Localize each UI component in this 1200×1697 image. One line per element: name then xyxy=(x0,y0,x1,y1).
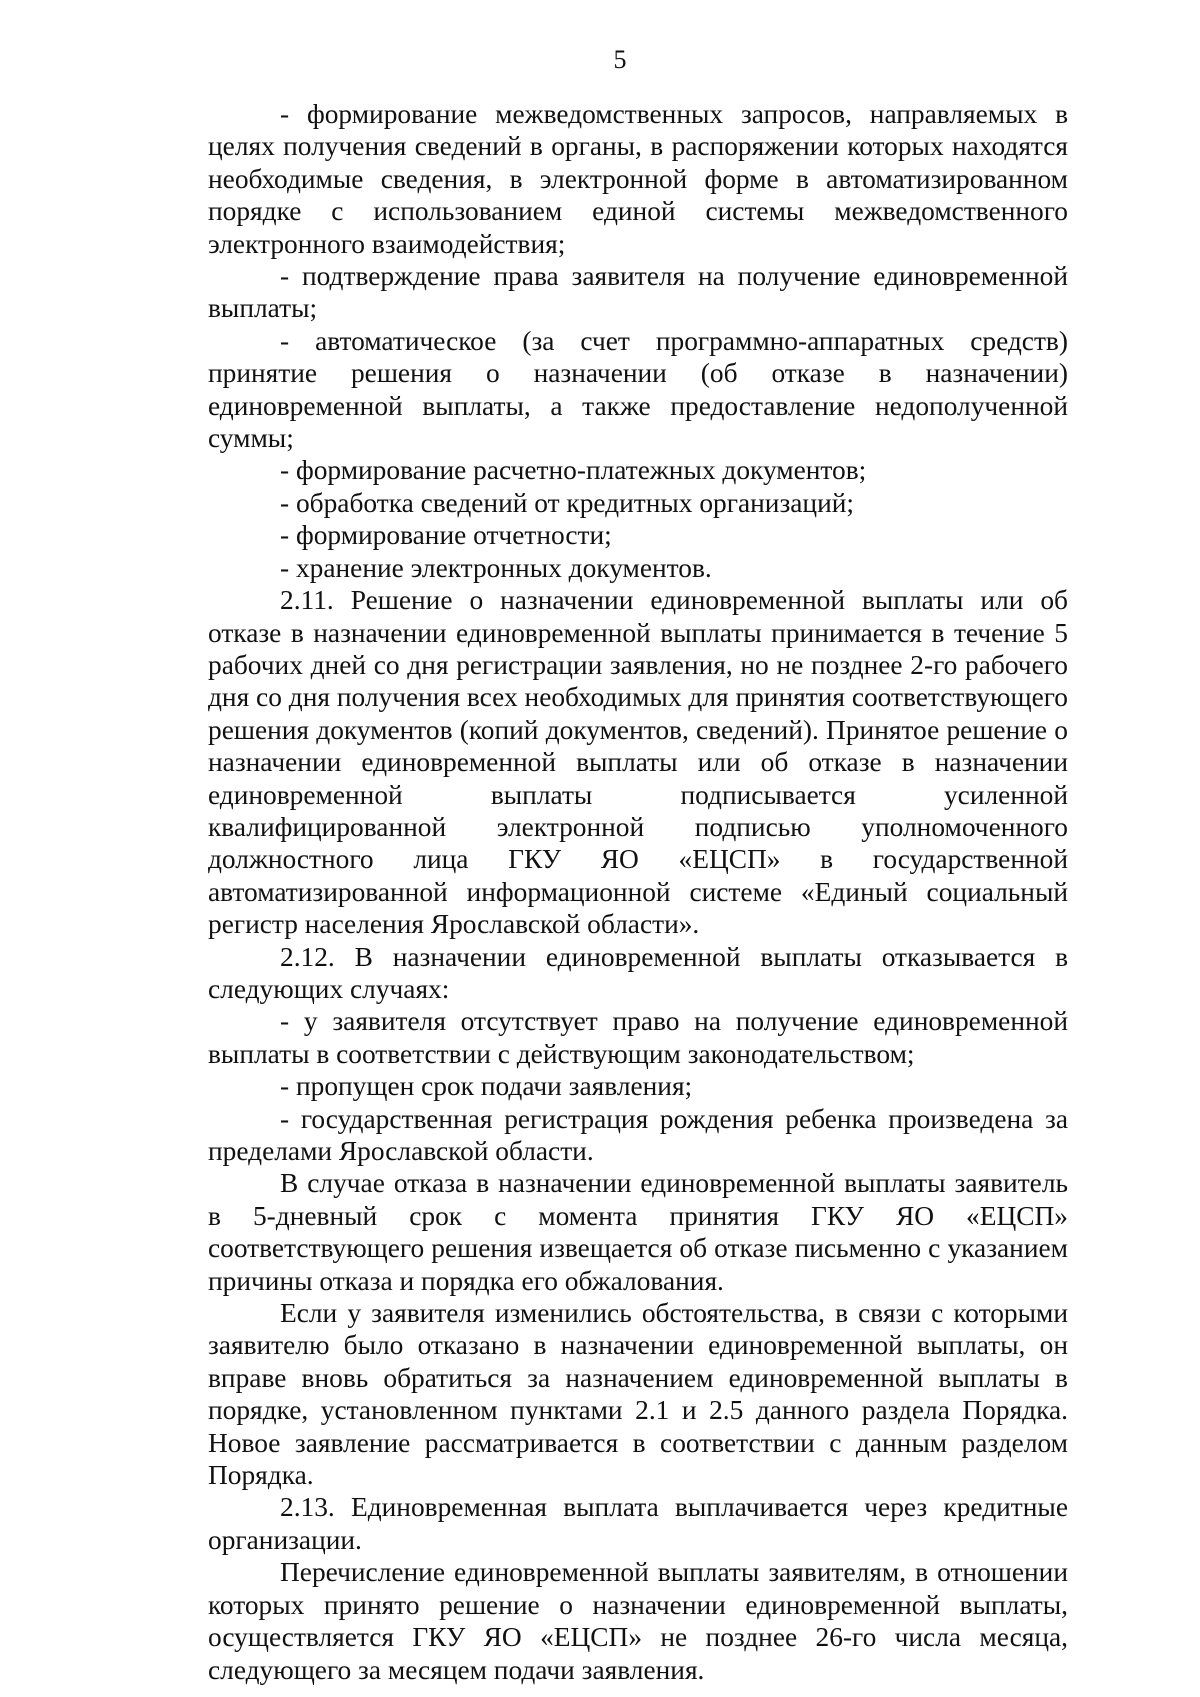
paragraph: Если у заявителя изменились обстоятельства, в связи с которыми заявителю было отказано в назначении единовременной выплаты, он вправе вновь обратиться за назначением единовременной выплаты в порядке, установленном пунктами 2.1 и 2.5 данного раздела Порядка. Новое заявление рассматривается в соответствии с данным разделом Порядка. xyxy=(208,1298,1068,1491)
paragraph: 2.12. В назначении единовременной выплаты отказывается в следующих случаях: xyxy=(208,941,1068,1004)
paragraph: - формирование расчетно-платежных документов; xyxy=(280,455,867,486)
page-number: 5 xyxy=(613,45,627,74)
paragraph: - подтверждение права заявителя на получение единовременной выплаты; xyxy=(208,261,1068,324)
paragraph: - формирование отчетности; xyxy=(280,520,612,551)
paragraph: - обработка сведений от кредитных организаций; xyxy=(280,487,855,518)
paragraph: - хранение электронных документов. xyxy=(280,552,712,583)
paragraph: - у заявителя отсутствует право на получение единовременной выплаты в соответствии с действующим законодательством; xyxy=(208,1006,1068,1069)
paragraph: - государственная регистрация рождения ребенка произведена за пределами Ярославской области. xyxy=(208,1103,1068,1166)
document-body xyxy=(208,98,1068,1686)
paragraph: - пропущен срок подачи заявления; xyxy=(280,1071,693,1102)
paragraph: 2.11. Решение о назначении единовременной выплаты или об отказе в назначении единовременной выплаты принимается в течение 5 рабочих дней со дня регистрации заявления, но не позднее 2-го рабочего дня со дня получения всех необходимых для принятия соответствующего решения документов (копий документов, сведений). Принятое решение о назначении единовременной выплаты или об отказе в назначении единовременной выплаты подписывается усиленной квалифицированной электронной подписью уполномоченного должностного лица ГКУ ЯО «ЕЦСП» в государственной автоматизированной информационной системе «Единый социальный регистр населения Ярославской области». xyxy=(208,585,1068,940)
paragraph: - формирование межведомственных запросов, направляемых в целях получения сведений в органы, в распоряжении которых находятся необходимые сведения, в электронной форме в автоматизированном порядке с использованием единой системы межведомственного электронного взаимодействия; xyxy=(208,99,1068,259)
paragraph: Перечисление единовременной выплаты заявителям, в отношении которых принято решение о назначении единовременной выплаты, осуществляется ГКУ ЯО «ЕЦСП» не позднее 26-го числа месяца, следующего за месяцем подачи заявления. xyxy=(208,1557,1068,1685)
paragraph: 2.13. Единовременная выплата выплачивается через кредитные организации. xyxy=(208,1492,1068,1555)
paragraph: В случае отказа в назначении единовременной выплаты заявитель в 5-дневный срок с момента принятия ГКУ ЯО «ЕЦСП» соответствующего решения извещается об отказе письменно с указанием причины отказа и порядка его обжалования. xyxy=(208,1168,1068,1296)
paragraph: - автоматическое (за счет программно-аппаратных средств) принятие решения о назначении (об отказе в назначении) единовременной выплаты, а также предоставление недополученной суммы; xyxy=(208,325,1068,454)
